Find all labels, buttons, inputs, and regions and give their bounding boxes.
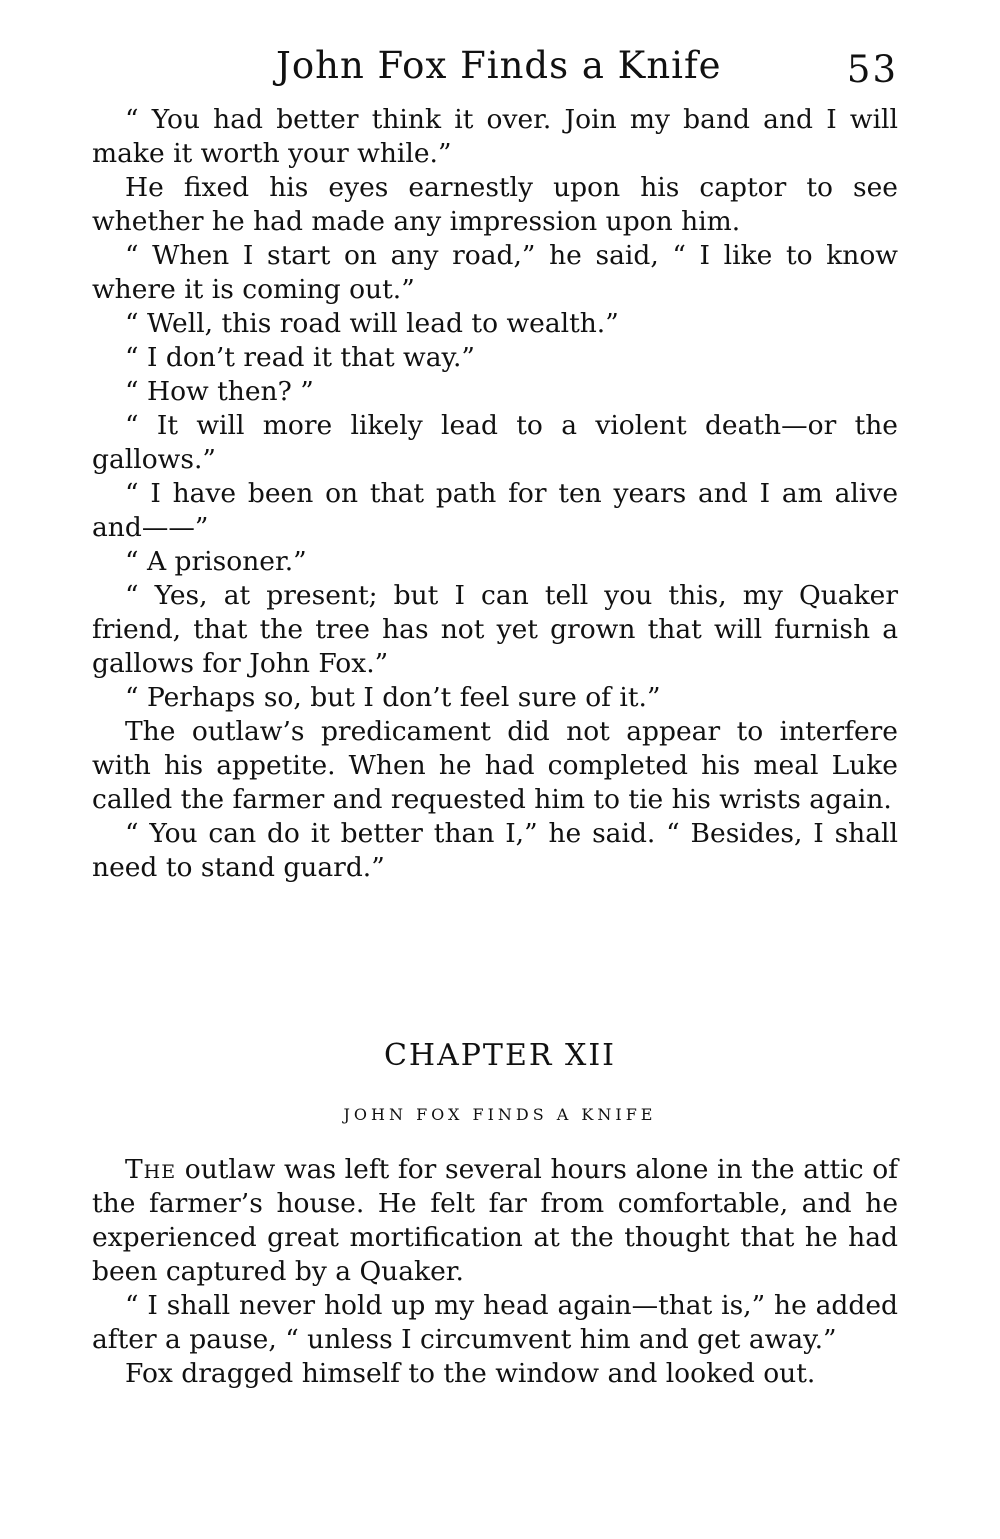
paragraph: “ How then? ” xyxy=(125,376,314,407)
paragraph: “ Perhaps so, but I don’t feel sure of it.” xyxy=(125,682,661,713)
paragraph: “ You had better think it over. Join my band and I will make it worth your while.” xyxy=(92,104,898,169)
chapter-opening-paragraph xyxy=(92,1153,898,1289)
chapter-opening-word: The xyxy=(125,1154,177,1185)
chapter-title: JOHN FOX FINDS A KNIFE xyxy=(343,1105,657,1124)
paragraph: “ I have been on that path for ten years and I am alive and——” xyxy=(92,478,898,543)
paragraph: “ I don’t read it that way.” xyxy=(125,342,475,373)
text-block-top xyxy=(92,103,898,885)
paragraph: He fixed his eyes earnestly upon his captor to see whether he had made any impression upon him. xyxy=(92,172,898,237)
running-head xyxy=(92,36,898,96)
paragraph: “ Yes, at present; but I can tell you this, my Quaker friend, that the tree has not yet grown that will furnish a gallows for John Fox.” xyxy=(92,580,898,679)
page-number: 53 xyxy=(846,48,898,91)
paragraph: “ It will more likely lead to a violent death—or the gallows.” xyxy=(92,410,898,475)
paragraph: The outlaw’s predicament did not appear to interfere with his appetite. When he had completed his meal Luke called the farmer and requested him to tie his wrists again. xyxy=(92,716,898,815)
paragraph: “ Well, this road will lead to wealth.” xyxy=(125,308,619,339)
text-block-bottom xyxy=(92,1153,898,1391)
chapter-opening-text: outlaw was left for several hours alone in the attic of the farmer’s house. He felt far from comfortable, and he experienced great mortification at the thought that he had been captured by a Quaker. xyxy=(92,1154,898,1287)
paragraph: “ A prisoner.” xyxy=(125,546,307,577)
chapter-number: CHAPTER XII xyxy=(383,1038,617,1073)
paragraph: “ I shall never hold up my head again—that is,” he added after a pause, “ unless I circumvent him and get away.” xyxy=(92,1290,898,1355)
paragraph: “ When I start on any road,” he said, “ I like to know where it is coming out.” xyxy=(92,240,898,305)
paragraph: “ You can do it better than I,” he said. “ Besides, I shall need to stand guard.” xyxy=(92,818,898,883)
paragraph: Fox dragged himself to the window and looked out. xyxy=(125,1358,816,1389)
running-title: John Fox Finds a Knife xyxy=(276,44,722,87)
